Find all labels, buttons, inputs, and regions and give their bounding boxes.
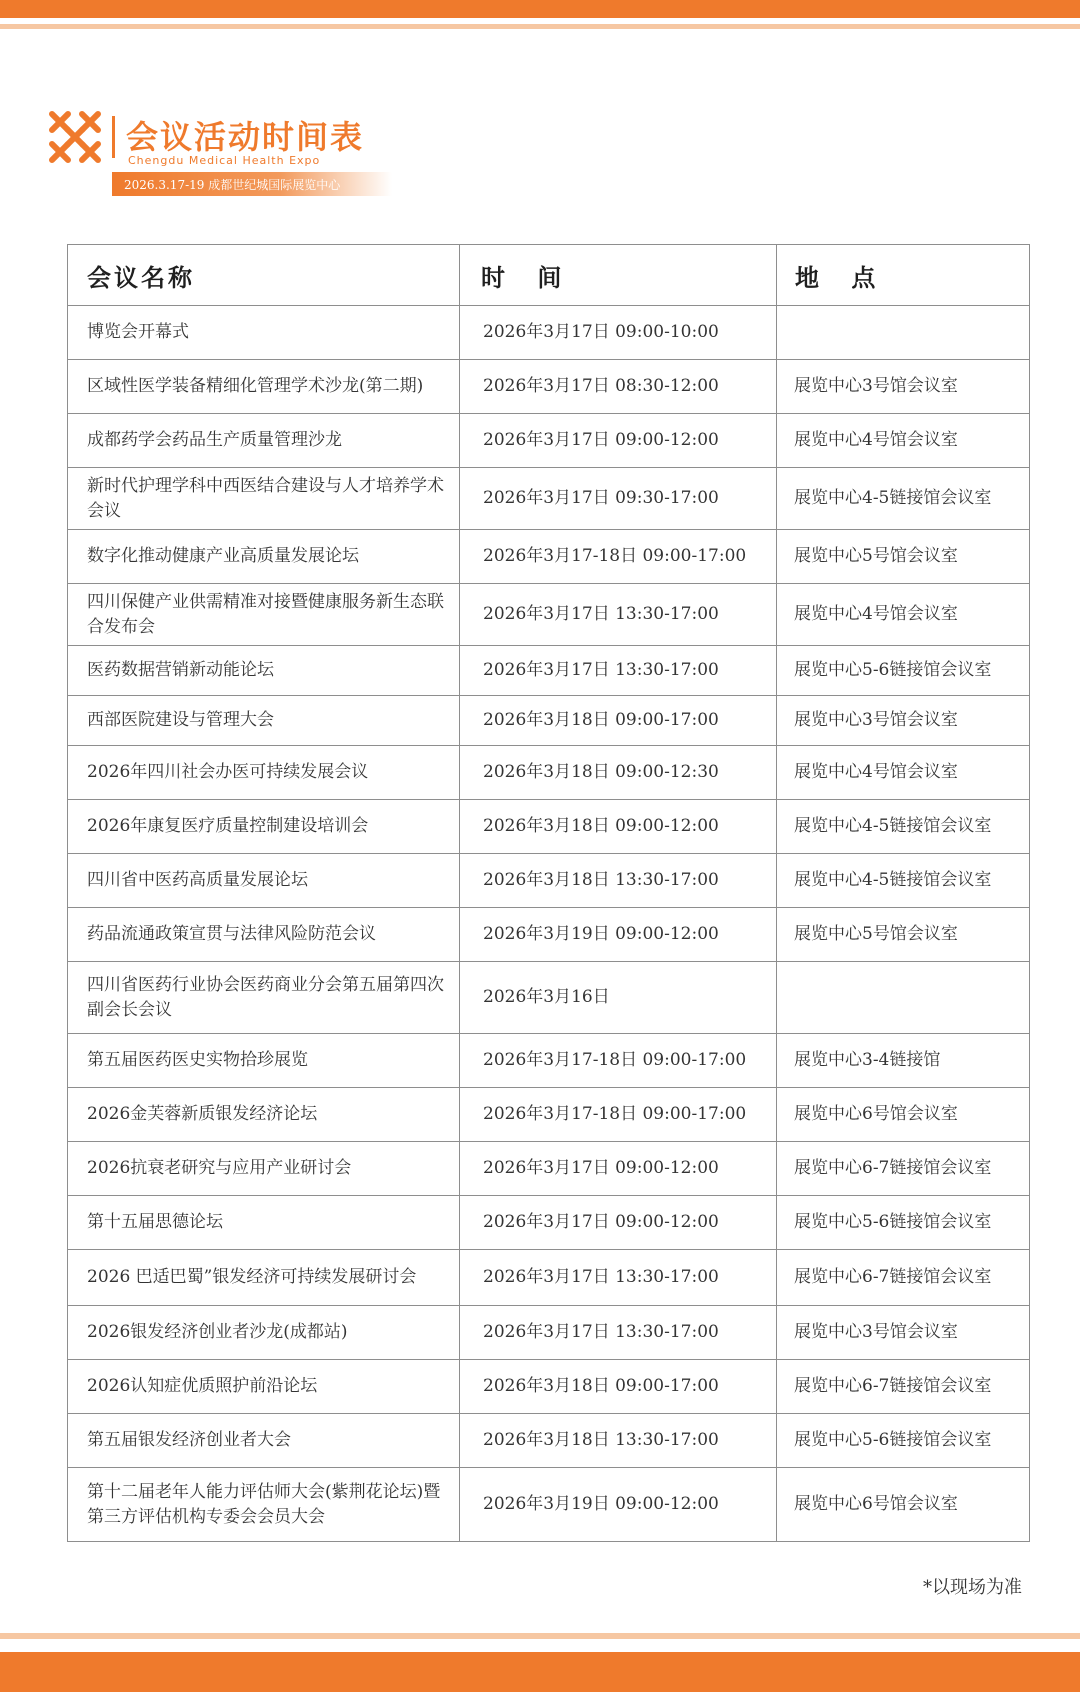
meeting-time-cell: 2026年3月18日 13:30-17:00 xyxy=(460,1414,777,1468)
column-header-venue: 地 点 xyxy=(777,245,1030,306)
table-row xyxy=(68,1196,1030,1250)
meeting-time-cell: 2026年3月18日 09:00-12:30 xyxy=(460,746,777,800)
meeting-name-cell: 数字化推动健康产业高质量发展论坛 xyxy=(68,530,460,584)
table-row xyxy=(68,1142,1030,1196)
meeting-venue-cell: 展览中心3-4链接馆 xyxy=(777,1034,1030,1088)
expo-subtitle: Chengdu Medical Health Expo xyxy=(128,154,321,167)
table-row xyxy=(68,1034,1030,1088)
schedule-body xyxy=(68,306,1030,1542)
meeting-time-cell: 2026年3月17-18日 09:00-17:00 xyxy=(460,530,777,584)
meeting-name-cell: 第五届医药医史实物拾珍展览 xyxy=(68,1034,460,1088)
meeting-time-cell: 2026年3月18日 09:00-17:00 xyxy=(460,1360,777,1414)
table-row xyxy=(68,908,1030,962)
bottom-accent-band xyxy=(0,1652,1080,1692)
meeting-name-cell: 区域性医学装备精细化管理学术沙龙(第二期) xyxy=(68,360,460,414)
table-row xyxy=(68,1088,1030,1142)
meeting-name-cell: 第十五届思德论坛 xyxy=(68,1196,460,1250)
meeting-name-cell: 2026年四川社会办医可持续发展会议 xyxy=(68,746,460,800)
table-row xyxy=(68,696,1030,746)
cross-pattern-logo-icon xyxy=(46,108,104,166)
meeting-venue-cell: 展览中心4号馆会议室 xyxy=(777,414,1030,468)
meeting-venue-cell: 展览中心4-5链接馆会议室 xyxy=(777,854,1030,908)
meeting-time-cell: 2026年3月17-18日 09:00-17:00 xyxy=(460,1034,777,1088)
table-row xyxy=(68,360,1030,414)
meeting-time-cell: 2026年3月16日 xyxy=(460,962,777,1034)
meeting-name-cell: 博览会开幕式 xyxy=(68,306,460,360)
meeting-name-cell: 四川省医药行业协会医药商业分会第五届第四次副会长会议 xyxy=(68,962,460,1034)
date-venue-text: 2026.3.17-19 成都世纪城国际展览中心 xyxy=(124,178,341,192)
meeting-time-cell: 2026年3月18日 09:00-12:00 xyxy=(460,800,777,854)
table-row xyxy=(68,1468,1030,1542)
meeting-time-cell: 2026年3月18日 13:30-17:00 xyxy=(460,854,777,908)
meeting-name-cell: 第五届银发经济创业者大会 xyxy=(68,1414,460,1468)
table-row xyxy=(68,530,1030,584)
meeting-venue-cell: 展览中心5-6链接馆会议室 xyxy=(777,646,1030,696)
meeting-time-cell: 2026年3月17日 09:00-10:00 xyxy=(460,306,777,360)
table-row xyxy=(68,746,1030,800)
meeting-time-cell: 2026年3月17日 09:30-17:00 xyxy=(460,468,777,530)
meeting-time-cell: 2026年3月17-18日 09:00-17:00 xyxy=(460,1088,777,1142)
table-header-row xyxy=(68,245,1030,306)
table-row xyxy=(68,1306,1030,1360)
meeting-venue-cell: 展览中心5号馆会议室 xyxy=(777,908,1030,962)
table-row xyxy=(68,646,1030,696)
meeting-time-cell: 2026年3月17日 13:30-17:00 xyxy=(460,1250,777,1306)
page-title: 会议活动时间表 xyxy=(126,118,365,156)
table-row xyxy=(68,414,1030,468)
meeting-venue-cell: 展览中心5号馆会议室 xyxy=(777,530,1030,584)
schedule-table xyxy=(67,244,1030,1542)
meeting-time-cell: 2026年3月17日 09:00-12:00 xyxy=(460,414,777,468)
meeting-time-cell: 2026年3月17日 09:00-12:00 xyxy=(460,1196,777,1250)
meeting-name-cell: 2026金芙蓉新质银发经济论坛 xyxy=(68,1088,460,1142)
meeting-name-cell: 2026抗衰老研究与应用产业研讨会 xyxy=(68,1142,460,1196)
table-row xyxy=(68,854,1030,908)
meeting-time-cell: 2026年3月17日 13:30-17:00 xyxy=(460,1306,777,1360)
table-row xyxy=(68,1360,1030,1414)
meeting-name-cell: 四川保健产业供需精准对接暨健康服务新生态联合发布会 xyxy=(68,584,460,646)
meeting-name-cell: 2026银发经济创业者沙龙(成都站) xyxy=(68,1306,460,1360)
meeting-name-cell: 第十二届老年人能力评估师大会(紫荆花论坛)暨第三方评估机构专委会会员大会 xyxy=(68,1468,460,1542)
meeting-venue-cell: 展览中心4号馆会议室 xyxy=(777,584,1030,646)
date-banner xyxy=(112,172,392,196)
meeting-venue-cell: 展览中心3号馆会议室 xyxy=(777,1306,1030,1360)
meeting-name-cell: 新时代护理学科中西医结合建设与人才培养学术会议 xyxy=(68,468,460,530)
meeting-venue-cell: 展览中心4-5链接馆会议室 xyxy=(777,468,1030,530)
meeting-name-cell: 成都药学会药品生产质量管理沙龙 xyxy=(68,414,460,468)
table-row xyxy=(68,1414,1030,1468)
meeting-venue-cell xyxy=(777,962,1030,1034)
meeting-time-cell: 2026年3月17日 13:30-17:00 xyxy=(460,646,777,696)
header-divider xyxy=(112,116,115,158)
footnote: *以现场为准 xyxy=(923,1577,1022,1598)
bottom-accent-line xyxy=(0,1633,1080,1639)
meeting-venue-cell: 展览中心5-6链接馆会议室 xyxy=(777,1414,1030,1468)
meeting-time-cell: 2026年3月17日 13:30-17:00 xyxy=(460,584,777,646)
meeting-venue-cell: 展览中心3号馆会议室 xyxy=(777,360,1030,414)
table-row xyxy=(68,584,1030,646)
meeting-venue-cell: 展览中心4号馆会议室 xyxy=(777,746,1030,800)
table-row xyxy=(68,306,1030,360)
meeting-venue-cell: 展览中心6号馆会议室 xyxy=(777,1088,1030,1142)
meeting-venue-cell: 展览中心3号馆会议室 xyxy=(777,696,1030,746)
top-accent-band xyxy=(0,0,1080,18)
meeting-venue-cell: 展览中心6-7链接馆会议室 xyxy=(777,1360,1030,1414)
table-row xyxy=(68,468,1030,530)
meeting-venue-cell: 展览中心6-7链接馆会议室 xyxy=(777,1250,1030,1306)
meeting-name-cell: 医药数据营销新动能论坛 xyxy=(68,646,460,696)
meeting-venue-cell: 展览中心6号馆会议室 xyxy=(777,1468,1030,1542)
column-header-time: 时 间 xyxy=(460,245,777,306)
table-row xyxy=(68,800,1030,854)
meeting-venue-cell xyxy=(777,306,1030,360)
top-accent-line xyxy=(0,24,1080,29)
meeting-venue-cell: 展览中心4-5链接馆会议室 xyxy=(777,800,1030,854)
meeting-name-cell: 四川省中医药高质量发展论坛 xyxy=(68,854,460,908)
meeting-venue-cell: 展览中心6-7链接馆会议室 xyxy=(777,1142,1030,1196)
meeting-name-cell: 2026年康复医疗质量控制建设培训会 xyxy=(68,800,460,854)
meeting-time-cell: 2026年3月17日 09:00-12:00 xyxy=(460,1142,777,1196)
meeting-name-cell: 2026认知症优质照护前沿论坛 xyxy=(68,1360,460,1414)
table-row xyxy=(68,962,1030,1034)
meeting-time-cell: 2026年3月17日 08:30-12:00 xyxy=(460,360,777,414)
meeting-name-cell: 西部医院建设与管理大会 xyxy=(68,696,460,746)
meeting-time-cell: 2026年3月18日 09:00-17:00 xyxy=(460,696,777,746)
meeting-name-cell: 药品流通政策宣贯与法律风险防范会议 xyxy=(68,908,460,962)
page-header xyxy=(46,108,406,200)
meeting-time-cell: 2026年3月19日 09:00-12:00 xyxy=(460,1468,777,1542)
meeting-name-cell: 2026 巴适巴蜀”银发经济可持续发展研讨会 xyxy=(68,1250,460,1306)
table-row xyxy=(68,1250,1030,1306)
meeting-venue-cell: 展览中心5-6链接馆会议室 xyxy=(777,1196,1030,1250)
column-header-name: 会议名称 xyxy=(68,245,460,306)
meeting-time-cell: 2026年3月19日 09:00-12:00 xyxy=(460,908,777,962)
